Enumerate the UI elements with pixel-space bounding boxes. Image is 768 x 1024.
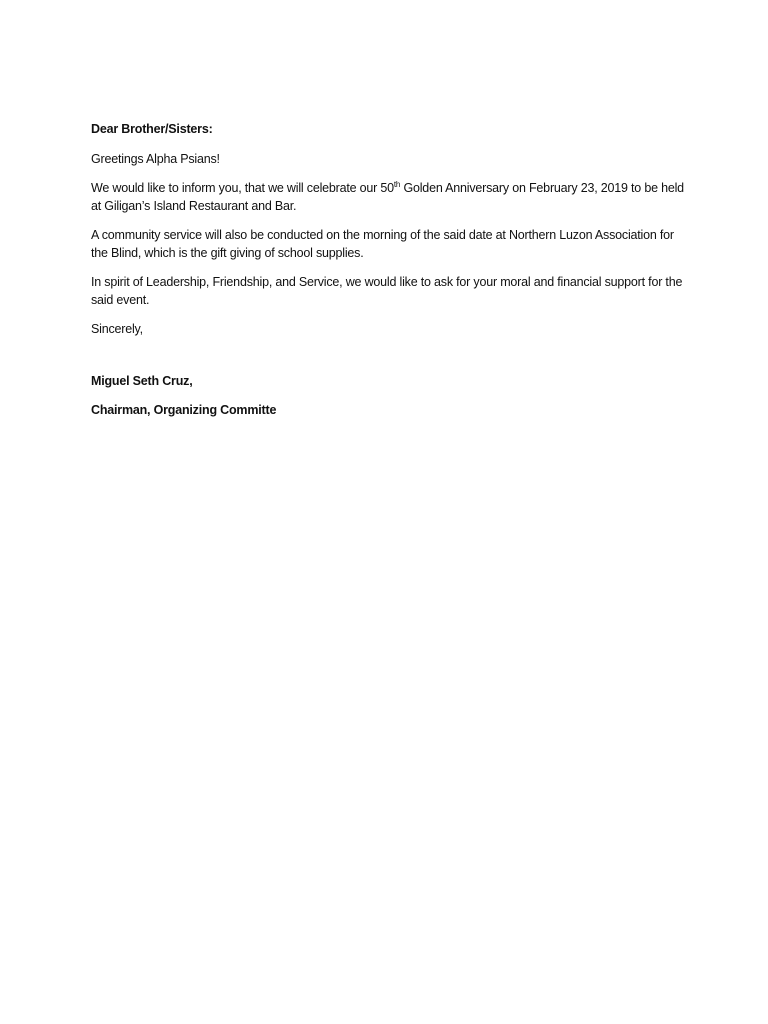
paragraph-support-request: In spirit of Leadership, Friendship, and Service, we would like to ask for your moral and financial support for the said event. xyxy=(91,275,683,307)
closing: Sincerely, xyxy=(91,322,143,336)
ordinal-suffix: th xyxy=(393,179,401,189)
paragraph-anniversary xyxy=(91,179,691,215)
salutation: Dear Brother/Sisters: xyxy=(91,122,213,136)
signer-title: Chairman, Organizing Committe xyxy=(91,403,277,417)
letter-body xyxy=(91,120,691,419)
paragraph-anniversary-start: We would like to inform you, that we will celebrate our 50 xyxy=(91,181,394,195)
paragraph-community-service: A community service will also be conducted on the morning of the said date at Northern Luzon Association for the Blind, which is the gift giving of school supplies. xyxy=(91,228,674,260)
paragraph-anniversary-end: Golden Anniversary on February 23, 2019 to be held at Giligan’s Island Restaurant and Bar. xyxy=(91,181,684,213)
greeting: Greetings Alpha Psians! xyxy=(91,152,220,166)
signer-name: Miguel Seth Cruz, xyxy=(91,374,193,388)
